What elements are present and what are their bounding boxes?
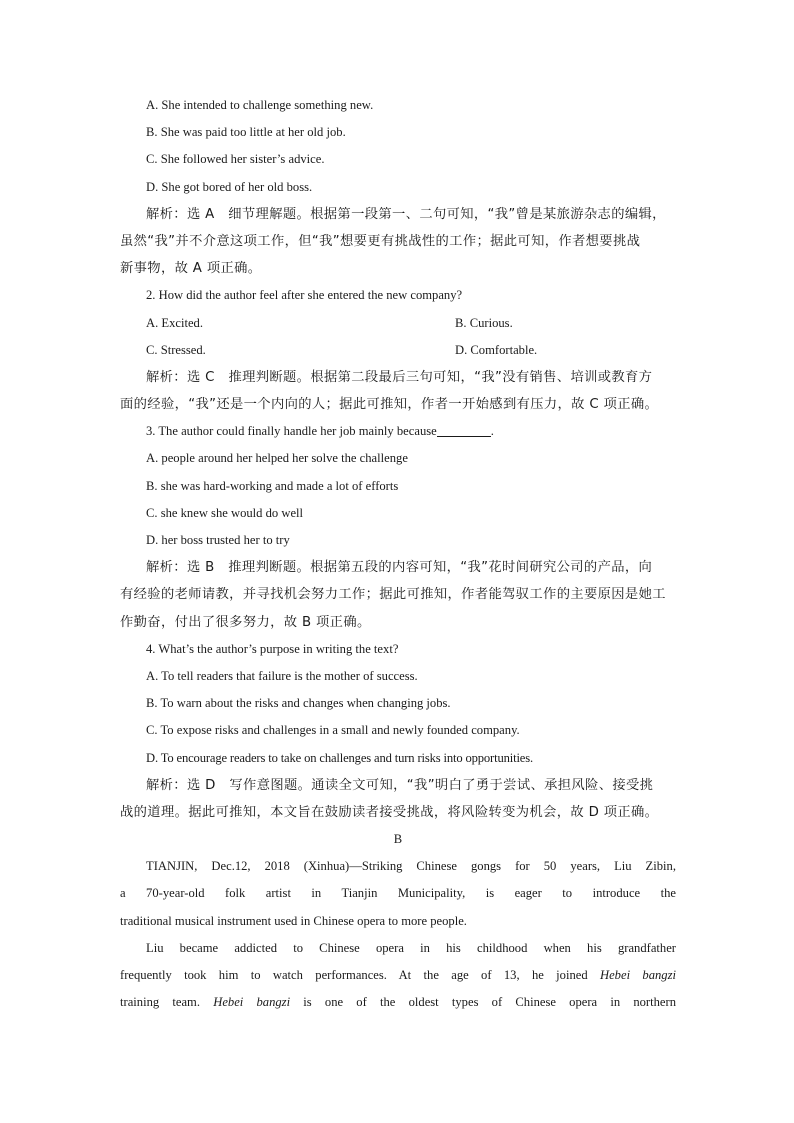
q4-analysis-line: 战的道理。据此可推知，本文旨在鼓励读者接受挑战，将风险转变为机会，故 D 项正确。 xyxy=(120,804,659,820)
passage-text: frequently took him to watch performances. At the age of 13, he joined xyxy=(120,968,600,982)
passage-line: Liu became addicted to Chinese opera in his childhood when his grandfather xyxy=(146,940,676,955)
q4-option-d: D. To encourage readers to take on challenges and turn risks into opportunities. xyxy=(146,750,533,765)
q3-question-text: 3. The author could finally handle her job mainly because xyxy=(146,424,437,439)
q3-option-d: D. her boss trusted her to try xyxy=(146,533,290,547)
q2-options-row xyxy=(120,310,676,337)
q2-option-d: D. Comfortable. xyxy=(455,342,538,357)
passage-line xyxy=(120,989,676,1016)
q3-option-c: C. she knew she would do well xyxy=(146,505,304,520)
q3-analysis-line: 解析：选 B 推理判断题。根据第五段的内容可知，“我”花时间研究公司的产品，向 xyxy=(146,560,653,576)
q1-option-b: B. She was paid too little at her old job. xyxy=(146,125,346,140)
q3-option-a: A. people around her helped her solve the challenge xyxy=(146,451,408,466)
document-page xyxy=(120,92,676,1016)
q2-options-row xyxy=(120,337,676,364)
q2-question: 2. How did the author feel after she entered the new company? xyxy=(146,288,463,303)
passage-line xyxy=(120,962,676,989)
q3-analysis-line: 作勤奋，付出了很多努力，故 B 项正确。 xyxy=(120,614,371,630)
q3-question-end: . xyxy=(490,424,494,439)
opera-name: Hebei bangzi xyxy=(600,968,676,982)
q3-answer-blank xyxy=(437,422,491,437)
q4-option-b: B. To warn about the risks and changes when changing jobs. xyxy=(146,696,451,711)
q1-option-d: D. She got bored of her old boss. xyxy=(146,179,313,194)
q2-option-b: B. Curious. xyxy=(455,315,513,330)
q2-analysis-line: 解析：选 C 推理判断题。根据第二段最后三句可知，“我”没有销售、培训或教育方 xyxy=(146,369,653,385)
q1-analysis-line: 解析：选 A 细节理解题。根据第一段第一、二句可知，“我”曾是某旅游杂志的编辑， xyxy=(146,206,666,222)
opera-name: Hebei bangzi xyxy=(213,995,291,1010)
passage-line: traditional musical instrument used in Chinese opera to more people. xyxy=(120,913,467,928)
q1-analysis-line: 虽然“我”并不介意这项工作，但“我”想要更有挑战性的工作；据此可知，作者想要挑战 xyxy=(120,233,641,249)
q1-option-a: A. She intended to challenge something new. xyxy=(146,98,374,112)
section-heading: B xyxy=(393,832,403,847)
passage-line: TIANJIN, Dec.12, 2018 (Xinhua)—Striking Chinese gongs for 50 years, Liu Zibin, xyxy=(146,859,676,874)
q3-question xyxy=(120,418,676,445)
passage-text: training team. xyxy=(120,995,214,1010)
q1-analysis-line: 新事物，故 A 项正确。 xyxy=(120,261,262,277)
q2-option-c: C. Stressed. xyxy=(146,342,206,357)
q2-option-a: A. Excited. xyxy=(146,315,204,330)
q4-analysis-line: 解析：选 D 写作意图题。通读全文可知，“我”明白了勇于尝试、承担风险、接受挑 xyxy=(146,777,654,793)
q4-option-a: A. To tell readers that failure is the mother of success. xyxy=(146,668,418,683)
q3-option-b: B. she was hard-working and made a lot of efforts xyxy=(146,478,399,493)
q4-option-c: C. To expose risks and challenges in a small and newly founded company. xyxy=(146,723,520,738)
q2-analysis-line: 面的经验，“我”还是一个内向的人；据此可推知，作者一开始感到有压力，故 C 项正确。 xyxy=(120,397,659,413)
passage-line: a 70-year-old folk artist in Tianjin Municipality, is eager to introduce the xyxy=(120,886,676,901)
q4-question: 4. What’s the author’s purpose in writing the text? xyxy=(146,641,399,656)
q1-option-c: C. She followed her sister’s advice. xyxy=(146,152,325,167)
passage-text: is one of the oldest types of Chinese opera in northern xyxy=(290,995,677,1010)
q3-analysis-line: 有经验的老师请教，并寻找机会努力工作；据此可推知，作者能驾驭工作的主要原因是她工 xyxy=(120,587,666,603)
